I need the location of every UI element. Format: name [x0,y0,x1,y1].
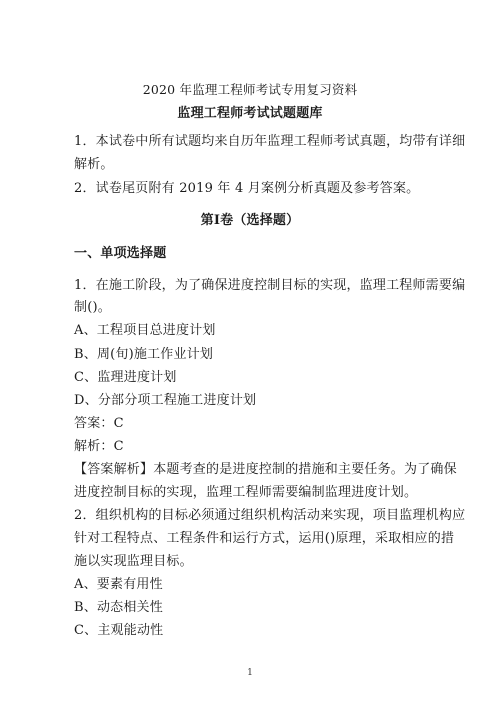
option-c: C、主观能动性 [74,623,164,638]
question-stem: 制()。 [74,300,111,315]
note-line: 2．试卷尾页附有 2019 年 4 月案例分析真题及参考答案。 [74,181,420,196]
option-b: B、动态相关性 [74,600,163,615]
question-stem: 1．在施工阶段，为了确保进度控制目标的实现，监理工程师需要编 [74,278,466,293]
option-c: C、监理进度计划 [74,370,177,385]
volume-title: 第Ⅰ卷（选择题） [200,213,300,228]
header-title: 2020 年监理工程师考试专用复习资料 [142,82,358,97]
explanation-line: 【答案解析】本题考查的是进度控制的措施和主要任务。为了确保 [74,462,457,477]
explanation-line: 进度控制目标的实现，监理工程师需要编制监理进度计划。 [74,485,418,500]
bank-title: 监理工程师考试试题题库 [177,106,323,121]
answer-text: 答案：C [74,416,124,431]
question-stem: 2．组织机构的目标必须通过组织机构活动来实现，项目监理机构应 [74,508,466,523]
option-a: A、要素有用性 [74,577,163,592]
option-a: A、工程项目总进度计划 [74,323,216,338]
question-stem: 针对工程特点、工程条件和运行方式，运用()原理，采取相应的措 [74,531,455,546]
section-title: 一、单项选择题 [74,246,167,261]
question-stem: 施以实现监理目标。 [74,554,193,569]
note-line: 1．本试卷中所有试题均来自历年监理工程师考试真题，均带有详细 [74,134,466,149]
page-number: 1 [247,668,253,678]
note-line: 解析。 [74,157,114,172]
option-b: B、周(旬)施工作业计划 [74,347,214,362]
option-d: D、分部分项工程施工进度计划 [74,393,257,408]
analysis-text: 解析：C [74,439,124,454]
